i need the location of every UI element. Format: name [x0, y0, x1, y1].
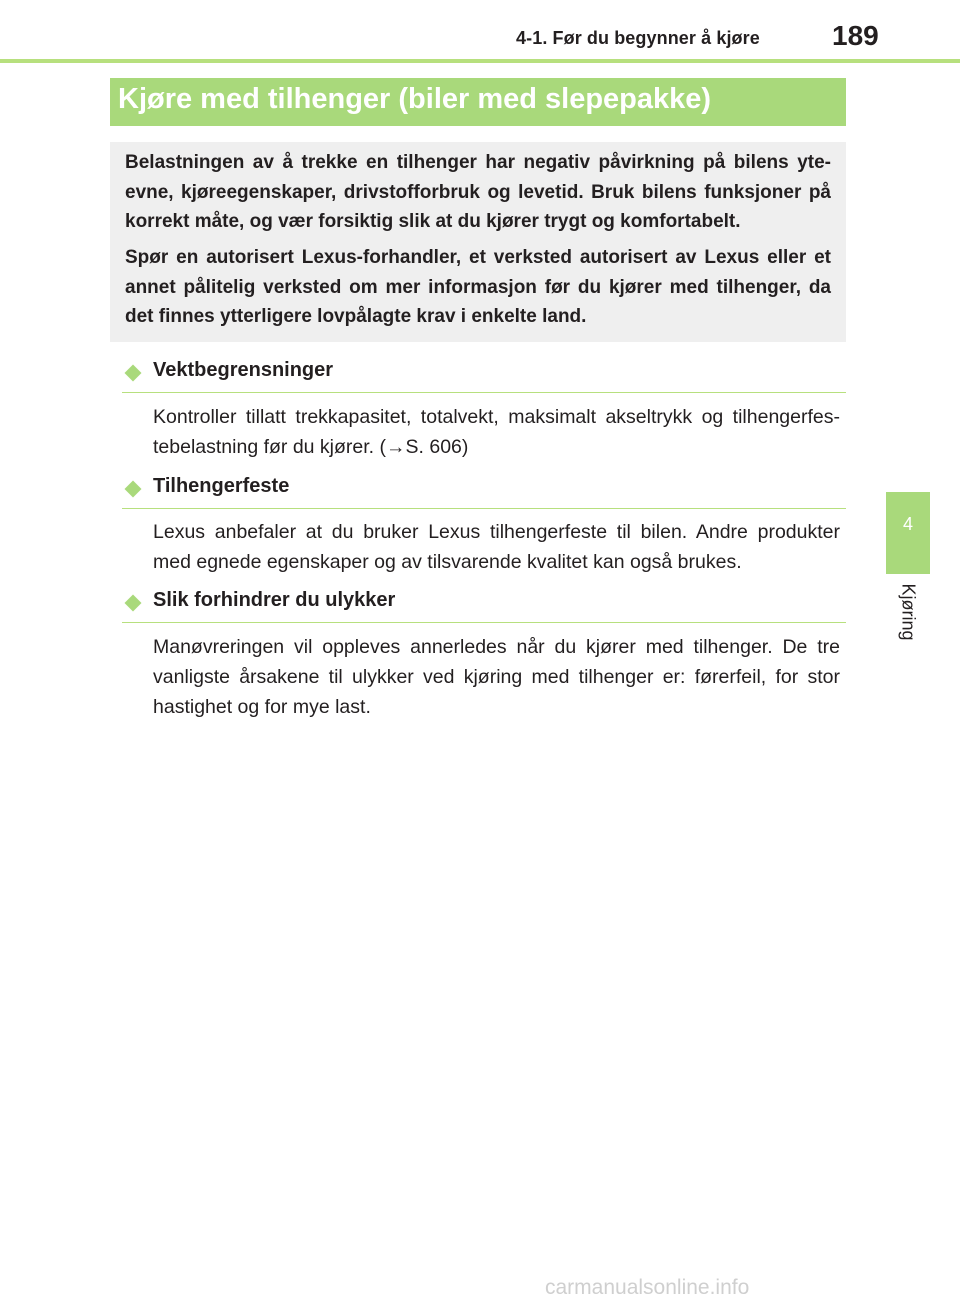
chapter-tab[interactable]	[886, 492, 930, 574]
section-body-accidents: Manøvreringen vil oppleves annerledes når du kjører med tilhenger. De tre vanligste årsakene til ulykker ved kjøring med tilhenger er: førerfeil, for stor hastighet og for mye last.	[153, 636, 840, 718]
section-heading-accidents	[122, 589, 846, 623]
chapter-tab-label	[895, 584, 921, 654]
chapter-heading: 4-1. Før du begynner å kjøre	[516, 28, 760, 48]
page-number: 189	[832, 20, 879, 51]
page-title: Kjøre med tilhenger (biler med slepepakke)	[118, 83, 712, 115]
section-body-weight: Kontroller tillatt trekkapasitet, totalvekt, maksimalt akseltrykk og tilhengerfes-tebelastning før du kjører. (→S. 606)	[153, 406, 840, 458]
chapter-label-text: Kjøring	[898, 583, 919, 641]
diamond-bullet-icon	[125, 595, 142, 612]
section-body-hitch: Lexus anbefaler at du bruker Lexus tilhengerfeste til bilen. Andre produkter med egnede egenskaper og av tilsvarende kvalitet kan også brukes.	[153, 521, 840, 573]
footer-watermark: carmanualsonline.info	[545, 1276, 750, 1299]
section-heading-hitch	[122, 475, 846, 509]
intro-paragraph-1: Belastningen av å trekke en tilhenger har negativ påvirkning på bilens yte-evne, kjøreegenskaper, drivstofforbruk og levetid. Bruk bilens funksjoner på korrekt måte, og vær forsiktig slik at du kjører trygt og komfortabelt.	[125, 152, 831, 232]
diamond-bullet-icon	[125, 481, 142, 498]
section-title: Vektbegrensninger	[153, 359, 334, 381]
section-title: Slik forhindrer du ulykker	[153, 589, 396, 611]
intro-paragraph-2: Spør en autorisert Lexus-forhandler, et verksted autorisert av Lexus eller et annet pålitelig verksted om mer informasjon før du kjører med tilhenger, da det finnes ytterligere lovpålagte krav i enkelte land.	[125, 247, 831, 327]
diamond-bullet-icon	[125, 365, 142, 382]
section-title: Tilhengerfeste	[153, 475, 290, 497]
section-heading-weight	[122, 359, 846, 393]
header-divider	[0, 59, 960, 63]
title-bar	[110, 78, 846, 126]
intro-box	[110, 142, 846, 342]
chapter-number: 4	[902, 514, 913, 534]
